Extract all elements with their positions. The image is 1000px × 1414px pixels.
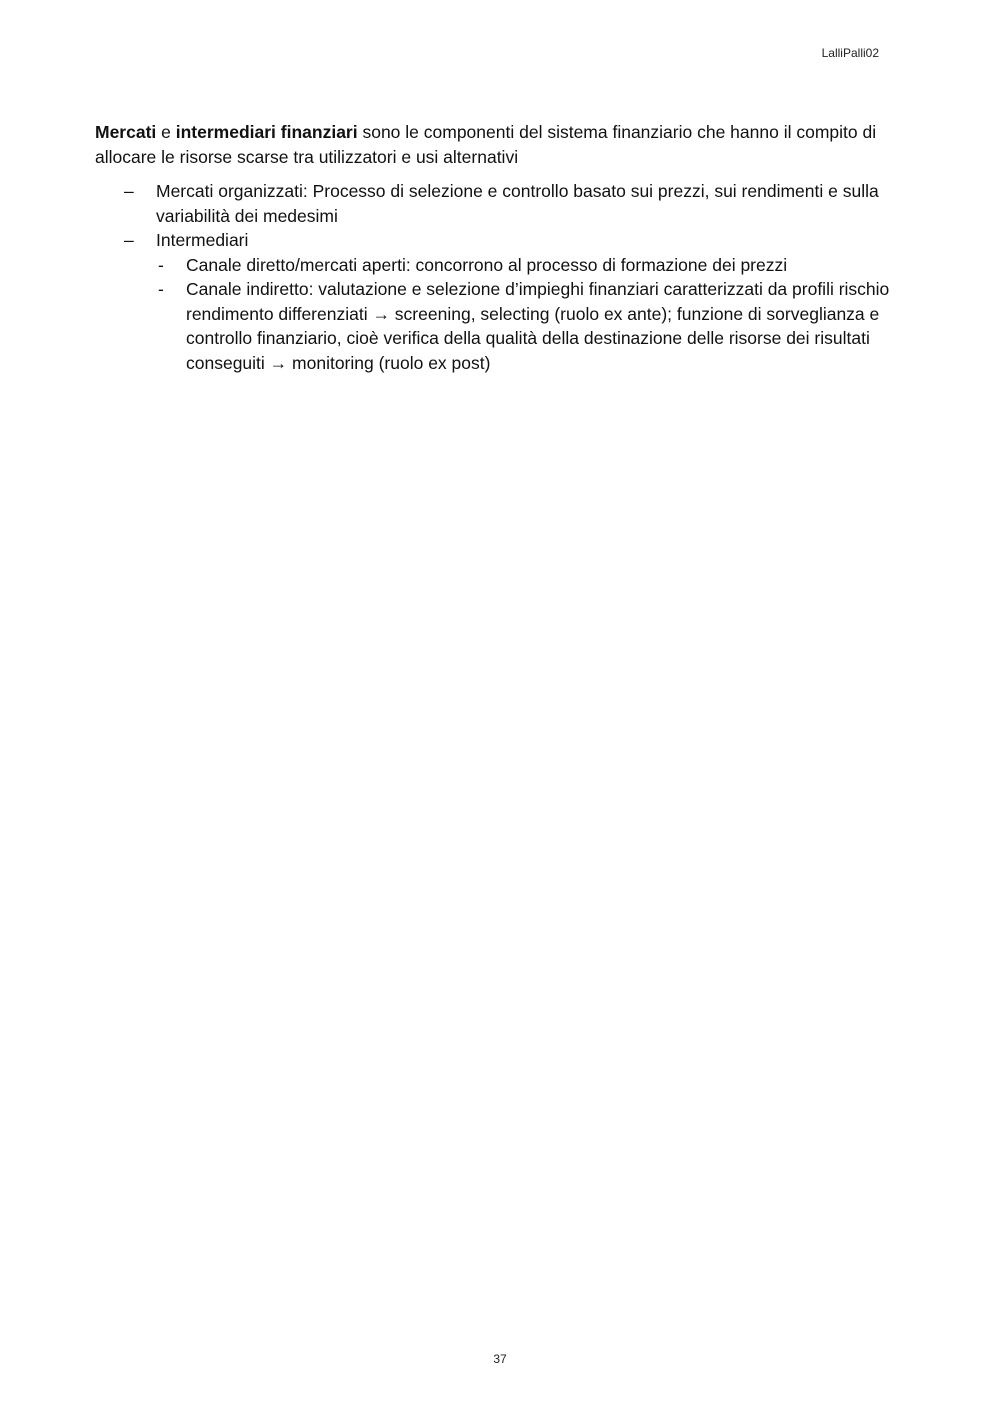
document-body bbox=[95, 120, 895, 375]
hyphen-marker: - bbox=[158, 254, 164, 275]
sub-list bbox=[156, 253, 895, 376]
sub-item-canale-diretto bbox=[156, 253, 895, 278]
list-item-mercati bbox=[95, 179, 895, 228]
hyphen-marker: - bbox=[158, 279, 164, 299]
intro-connector: e bbox=[156, 122, 176, 142]
list-item-text: Mercati organizzati: Processo di selezione e controllo basato sui prezzi, sui rendimenti e sulla variabilità dei medesimi bbox=[156, 181, 879, 226]
main-list bbox=[95, 179, 895, 375]
list-item-text: Intermediari bbox=[156, 230, 249, 250]
intro-paragraph bbox=[95, 120, 895, 169]
dash-marker: – bbox=[124, 230, 134, 250]
term-intermediari: intermediari finanziari bbox=[175, 122, 358, 142]
intro-rest: sono le componenti del sistema finanziario che hanno il compito di allocare le risorse scarse tra utilizzatori e usi alternativi bbox=[95, 122, 877, 167]
sub-item-text: Canale indiretto: valutazione e selezione d’impieghi finanziari caratterizzati da profili rischio rendimento differenziati → screening, selecting (ruolo ex ante); funzione di sorveglianza e controllo finanziario, cioè verifica della qualità della destinazione delle risorse dei risultati conseguiti → monitoring (ruolo ex post) bbox=[186, 279, 890, 373]
page-number: 37 bbox=[493, 1352, 507, 1366]
sub-item-canale-indiretto bbox=[156, 277, 895, 375]
page-header: LalliPalli02 bbox=[821, 46, 879, 60]
list-item-intermediari bbox=[95, 228, 895, 375]
term-mercati: Mercati bbox=[95, 122, 157, 142]
dash-marker: – bbox=[124, 181, 134, 201]
sub-item-text: Canale diretto/mercati aperti: concorrono al processo di formazione dei prezzi bbox=[186, 254, 788, 275]
